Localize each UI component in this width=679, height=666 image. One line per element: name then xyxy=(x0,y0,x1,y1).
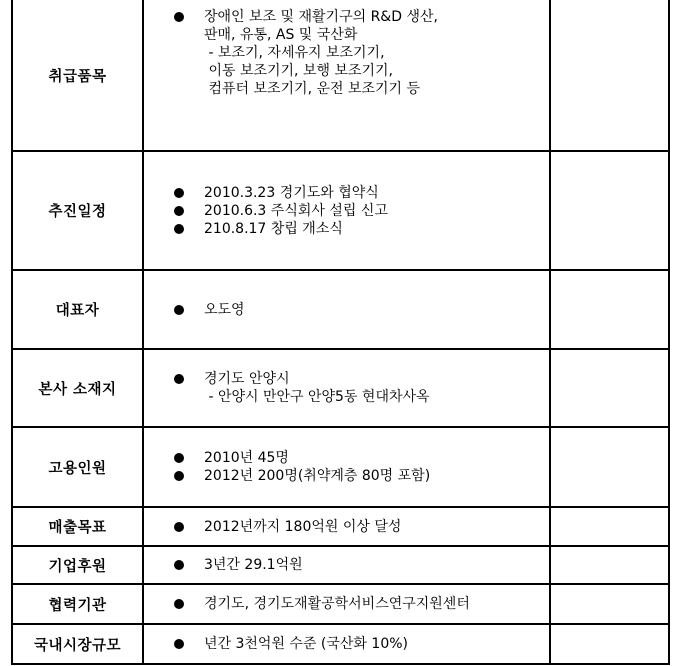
table-row xyxy=(12,151,669,270)
row-label: 본사 소재지 xyxy=(12,349,143,427)
row-content xyxy=(143,507,550,546)
row-label: 고용인원 xyxy=(12,427,143,507)
bullet-icon xyxy=(174,206,184,216)
sub-line: 이동 보조기기, 보행 보조기기, xyxy=(204,63,393,79)
empty-cell xyxy=(550,427,669,507)
row-label: 국내시장규모 xyxy=(12,624,143,664)
table-row xyxy=(12,270,669,349)
row-label: 매출목표 xyxy=(12,507,143,546)
row-label: 협력기관 xyxy=(12,584,143,624)
row-content xyxy=(143,624,550,664)
table-row xyxy=(12,349,669,427)
row-content xyxy=(143,349,550,427)
list-item: 장애인 보조 및 재활기구의 R&D 생산, xyxy=(176,8,549,26)
row-content xyxy=(143,270,550,349)
bullet-list xyxy=(144,370,549,388)
bullet-icon xyxy=(174,453,184,463)
row-content xyxy=(143,546,550,584)
bullet-icon xyxy=(174,560,184,570)
empty-cell xyxy=(550,151,669,270)
bullet-icon xyxy=(174,374,184,384)
row-content xyxy=(143,427,550,507)
list-item: 2010.3.23 경기도와 협약식 xyxy=(176,184,549,202)
bullet-list xyxy=(144,518,549,536)
bullet-list xyxy=(144,184,549,238)
table-row xyxy=(12,427,669,507)
row-content xyxy=(143,151,550,270)
company-info-table xyxy=(11,0,670,665)
table-row xyxy=(12,624,669,664)
bullet-list xyxy=(144,556,549,574)
row-content xyxy=(143,0,550,151)
list-item: 2010년 45명 xyxy=(176,449,549,467)
bullet-icon xyxy=(174,639,184,649)
bullet-list xyxy=(144,595,549,613)
bullet-icon xyxy=(174,12,184,22)
list-item: 경기도, 경기도재활공학서비스연구지원센터 xyxy=(176,595,549,613)
bullet-icon xyxy=(174,224,184,234)
list-item: 경기도 안양시 xyxy=(176,370,549,388)
empty-cell xyxy=(550,0,669,151)
bullet-icon xyxy=(174,471,184,481)
row-label: 대표자 xyxy=(12,270,143,349)
bullet-icon xyxy=(174,599,184,609)
table-row xyxy=(12,584,669,624)
sub-line: 판매, 유통, AS 및 국산화 xyxy=(204,27,358,43)
empty-cell xyxy=(550,584,669,624)
empty-cell xyxy=(550,349,669,427)
list-item: 210.8.17 창립 개소식 xyxy=(176,220,549,238)
sub-line: - 보조기, 자세유지 보조기기, xyxy=(204,45,385,61)
table-row xyxy=(12,507,669,546)
bullet-icon xyxy=(174,305,184,315)
empty-cell xyxy=(550,270,669,349)
list-item: 2012년까지 180억원 이상 달성 xyxy=(176,518,549,536)
empty-cell xyxy=(550,624,669,664)
bullet-list xyxy=(144,635,549,653)
table-row xyxy=(12,546,669,584)
bullet-icon xyxy=(174,522,184,532)
list-item: 2010.6.3 주식회사 설립 신고 xyxy=(176,202,549,220)
bullet-icon xyxy=(174,188,184,198)
sub-line: - 안양시 만안구 안양5동 현대차사옥 xyxy=(204,389,430,405)
row-label: 취급품목 xyxy=(12,0,143,151)
empty-cell xyxy=(550,546,669,584)
table-row xyxy=(12,0,669,151)
sub-line: 컴퓨터 보조기기, 운전 보조기기 등 xyxy=(204,81,421,97)
bullet-list xyxy=(144,449,549,485)
list-item: 년간 3천억원 수준 (국산화 10%) xyxy=(176,635,549,653)
list-item: 3년간 29.1억원 xyxy=(176,556,549,574)
bullet-list xyxy=(144,8,549,26)
list-item: 2012년 200명(취약계층 80명 포함) xyxy=(176,467,549,485)
row-label: 기업후원 xyxy=(12,546,143,584)
bullet-list xyxy=(144,301,549,319)
list-item: 오도영 xyxy=(176,301,549,319)
empty-cell xyxy=(550,507,669,546)
row-label: 추진일정 xyxy=(12,151,143,270)
row-content xyxy=(143,584,550,624)
